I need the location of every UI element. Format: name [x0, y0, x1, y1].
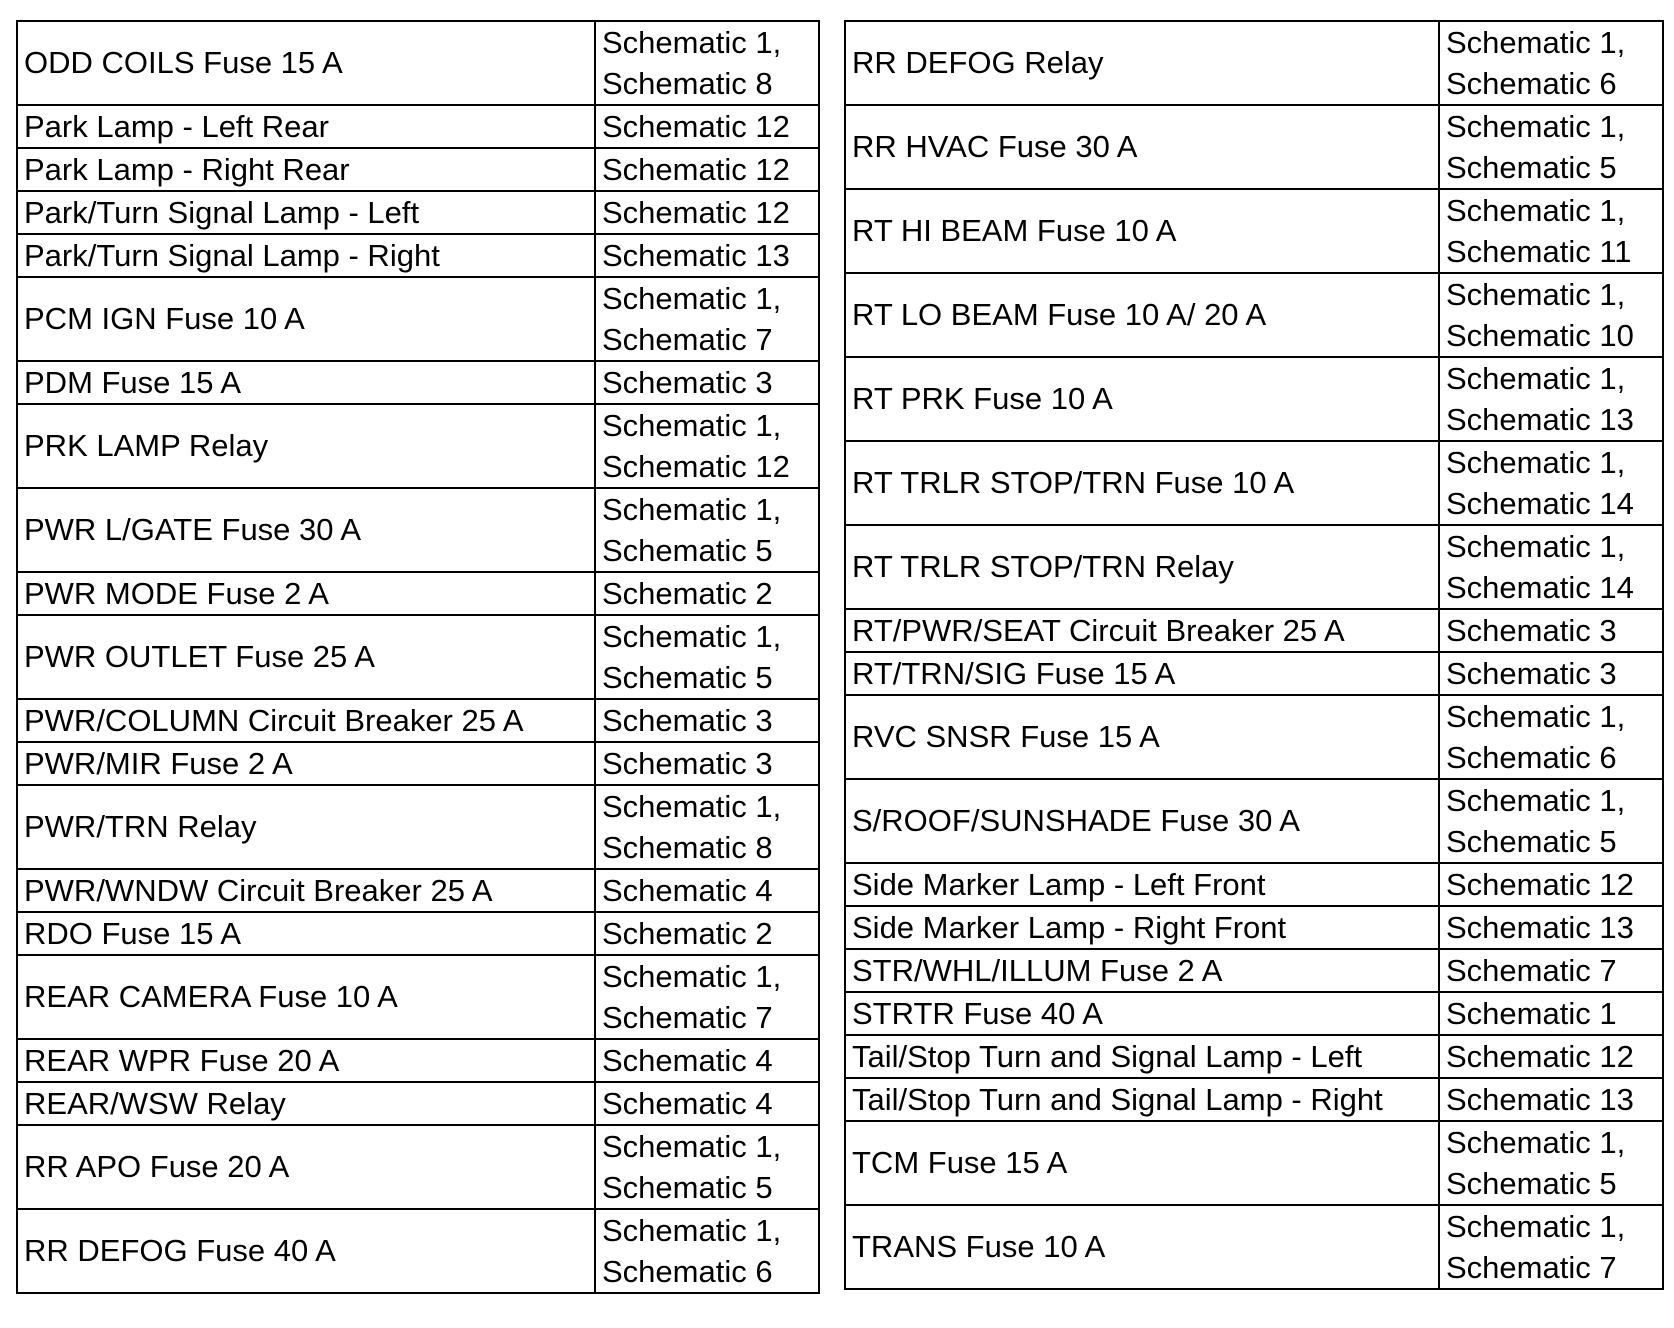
component-name-cell: PWR/WNDW Circuit Breaker 25 A: [17, 869, 595, 912]
component-table-left: [16, 20, 820, 1294]
component-name-cell: RR DEFOG Relay: [845, 21, 1439, 105]
table-row: [845, 906, 1663, 949]
schematic-ref-text: Schematic 12: [602, 449, 790, 484]
schematic-ref-text: Schematic 1,: [1446, 109, 1626, 144]
schematic-ref-cell: [595, 105, 819, 148]
component-name-cell: ODD COILS Fuse 15 A: [17, 21, 595, 105]
table-row: [845, 273, 1663, 357]
component-name-cell: RT TRLR STOP/TRN Fuse 10 A: [845, 441, 1439, 525]
schematic-ref-text: Schematic 1,: [602, 1213, 782, 1248]
schematic-ref-text: Schematic 10: [1446, 318, 1634, 353]
table-row: [845, 525, 1663, 609]
schematic-ref-text: Schematic 3: [1446, 656, 1617, 691]
table-row: [845, 357, 1663, 441]
table-body-right: [845, 21, 1663, 1289]
table-row: [845, 1078, 1663, 1121]
component-name-cell: RT/TRN/SIG Fuse 15 A: [845, 652, 1439, 695]
schematic-ref-text: Schematic 3: [602, 365, 773, 400]
schematic-ref-text: Schematic 6: [1446, 66, 1617, 101]
component-name-cell: STRTR Fuse 40 A: [845, 992, 1439, 1035]
table-body-left: [17, 21, 819, 1293]
schematic-ref-text: Schematic 12: [1446, 1039, 1634, 1074]
schematic-ref-cell: [1439, 1035, 1663, 1078]
schematic-ref-cell: [595, 615, 819, 699]
table-row: [845, 992, 1663, 1035]
schematic-ref-text: Schematic 13: [1446, 910, 1634, 945]
table-row: [845, 863, 1663, 906]
schematic-ref-text: Schematic 3: [1446, 613, 1617, 648]
component-name-cell: PDM Fuse 15 A: [17, 361, 595, 404]
component-name-cell: STR/WHL/ILLUM Fuse 2 A: [845, 949, 1439, 992]
component-name-cell: PWR MODE Fuse 2 A: [17, 572, 595, 615]
schematic-ref-text: Schematic 5: [1446, 824, 1617, 859]
schematic-ref-text: Schematic 2: [602, 576, 773, 611]
component-name-cell: Tail/Stop Turn and Signal Lamp - Left: [845, 1035, 1439, 1078]
component-name-cell: RT TRLR STOP/TRN Relay: [845, 525, 1439, 609]
schematic-ref-text: Schematic 2: [602, 916, 773, 951]
schematic-ref-text: Schematic 1,: [602, 959, 782, 994]
component-name-cell: REAR CAMERA Fuse 10 A: [17, 955, 595, 1039]
schematic-ref-cell: [595, 404, 819, 488]
schematic-ref-cell: [595, 1209, 819, 1293]
table-row: [845, 21, 1663, 105]
schematic-ref-text: Schematic 1,: [1446, 361, 1626, 396]
component-name-cell: RR HVAC Fuse 30 A: [845, 105, 1439, 189]
schematic-ref-text: Schematic 5: [1446, 1166, 1617, 1201]
component-name-cell: Park Lamp - Left Rear: [17, 105, 595, 148]
table-row: [17, 148, 819, 191]
schematic-ref-text: Schematic 14: [1446, 486, 1634, 521]
table-row: [17, 361, 819, 404]
schematic-ref-cell: [1439, 357, 1663, 441]
component-name-cell: TRANS Fuse 10 A: [845, 1205, 1439, 1289]
schematic-ref-text: Schematic 7: [1446, 1250, 1617, 1285]
component-name-cell: Side Marker Lamp - Right Front: [845, 906, 1439, 949]
table-row: [17, 869, 819, 912]
table-row: [17, 1125, 819, 1209]
component-name-cell: Park Lamp - Right Rear: [17, 148, 595, 191]
schematic-ref-cell: [595, 234, 819, 277]
schematic-ref-text: Schematic 1,: [602, 1129, 782, 1164]
schematic-ref-text: Schematic 1: [1446, 996, 1617, 1031]
schematic-ref-text: Schematic 1,: [1446, 25, 1626, 60]
table-row: [17, 488, 819, 572]
schematic-ref-cell: [1439, 652, 1663, 695]
component-name-cell: PCM IGN Fuse 10 A: [17, 277, 595, 361]
table-row: [17, 785, 819, 869]
schematic-ref-text: Schematic 6: [1446, 740, 1617, 775]
component-name-cell: PWR/TRN Relay: [17, 785, 595, 869]
component-name-cell: PWR L/GATE Fuse 30 A: [17, 488, 595, 572]
schematic-ref-cell: [595, 148, 819, 191]
table-row: [845, 652, 1663, 695]
table-row: [17, 404, 819, 488]
schematic-ref-cell: [595, 361, 819, 404]
schematic-ref-text: Schematic 1,: [1446, 699, 1626, 734]
component-name-cell: RR APO Fuse 20 A: [17, 1125, 595, 1209]
schematic-ref-text: Schematic 14: [1446, 570, 1634, 605]
table-row: [17, 742, 819, 785]
schematic-ref-cell: [1439, 992, 1663, 1035]
table-row: [17, 1209, 819, 1293]
schematic-ref-cell: [595, 21, 819, 105]
schematic-ref-cell: [595, 699, 819, 742]
schematic-ref-cell: [595, 572, 819, 615]
schematic-ref-cell: [595, 912, 819, 955]
schematic-ref-text: Schematic 3: [602, 703, 773, 738]
schematic-ref-cell: [595, 1125, 819, 1209]
schematic-ref-text: Schematic 13: [1446, 402, 1634, 437]
schematic-ref-text: Schematic 1,: [1446, 1209, 1626, 1244]
component-name-cell: RR DEFOG Fuse 40 A: [17, 1209, 595, 1293]
table-row: [845, 1121, 1663, 1205]
schematic-ref-cell: [595, 955, 819, 1039]
schematic-ref-text: Schematic 7: [602, 1000, 773, 1035]
schematic-ref-cell: [1439, 906, 1663, 949]
table-row: [17, 277, 819, 361]
schematic-ref-cell: [595, 742, 819, 785]
schematic-ref-text: Schematic 13: [1446, 1082, 1634, 1117]
schematic-ref-cell: [1439, 21, 1663, 105]
component-name-cell: TCM Fuse 15 A: [845, 1121, 1439, 1205]
schematic-ref-text: Schematic 13: [602, 238, 790, 273]
schematic-ref-text: Schematic 3: [602, 746, 773, 781]
schematic-ref-text: Schematic 1,: [1446, 529, 1626, 564]
schematic-ref-text: Schematic 11: [1446, 234, 1632, 269]
schematic-ref-text: Schematic 4: [602, 873, 773, 908]
schematic-ref-text: Schematic 1,: [1446, 193, 1626, 228]
schematic-ref-text: Schematic 1,: [602, 408, 782, 443]
schematic-ref-cell: [1439, 1078, 1663, 1121]
schematic-ref-text: Schematic 5: [1446, 150, 1617, 185]
schematic-ref-text: Schematic 1,: [602, 789, 782, 824]
table-row: [845, 1035, 1663, 1078]
schematic-ref-text: Schematic 12: [602, 195, 790, 230]
schematic-ref-cell: [595, 1082, 819, 1125]
component-name-cell: Park/Turn Signal Lamp - Right: [17, 234, 595, 277]
schematic-ref-cell: [595, 785, 819, 869]
table-row: [845, 105, 1663, 189]
table-row: [845, 695, 1663, 779]
schematic-ref-text: Schematic 6: [602, 1254, 773, 1289]
schematic-ref-text: Schematic 8: [602, 66, 773, 101]
table-row: [17, 572, 819, 615]
table-row: [17, 955, 819, 1039]
component-name-cell: S/ROOF/SUNSHADE Fuse 30 A: [845, 779, 1439, 863]
schematic-ref-text: Schematic 8: [602, 830, 773, 865]
component-name-cell: Park/Turn Signal Lamp - Left: [17, 191, 595, 234]
table-row: [845, 609, 1663, 652]
schematic-ref-cell: [1439, 105, 1663, 189]
schematic-ref-text: Schematic 7: [1446, 953, 1617, 988]
component-name-cell: RVC SNSR Fuse 15 A: [845, 695, 1439, 779]
component-name-cell: PWR OUTLET Fuse 25 A: [17, 615, 595, 699]
component-name-cell: RT HI BEAM Fuse 10 A: [845, 189, 1439, 273]
schematic-ref-cell: [1439, 1205, 1663, 1289]
component-name-cell: Tail/Stop Turn and Signal Lamp - Right: [845, 1078, 1439, 1121]
schematic-ref-text: Schematic 5: [602, 660, 773, 695]
component-name-cell: RDO Fuse 15 A: [17, 912, 595, 955]
schematic-ref-text: Schematic 12: [1446, 867, 1634, 902]
component-name-cell: PRK LAMP Relay: [17, 404, 595, 488]
schematic-ref-cell: [595, 488, 819, 572]
table-row: [845, 949, 1663, 992]
component-name-cell: RT/PWR/SEAT Circuit Breaker 25 A: [845, 609, 1439, 652]
schematic-ref-cell: [1439, 609, 1663, 652]
schematic-ref-cell: [1439, 525, 1663, 609]
schematic-ref-text: Schematic 1,: [1446, 445, 1626, 480]
schematic-ref-cell: [1439, 779, 1663, 863]
table-row: [845, 189, 1663, 273]
schematic-ref-text: Schematic 4: [602, 1043, 773, 1078]
component-table-right: [844, 20, 1664, 1290]
table-row: [17, 191, 819, 234]
schematic-ref-cell: [1439, 1121, 1663, 1205]
schematic-ref-text: Schematic 5: [602, 1170, 773, 1205]
schematic-ref-text: Schematic 1,: [602, 492, 782, 527]
schematic-ref-text: Schematic 12: [602, 109, 790, 144]
component-name-cell: RT LO BEAM Fuse 10 A/ 20 A: [845, 273, 1439, 357]
schematic-ref-text: Schematic 5: [602, 533, 773, 568]
table-row: [17, 21, 819, 105]
table-row: [17, 912, 819, 955]
table-row: [17, 1039, 819, 1082]
table-row: [17, 699, 819, 742]
schematic-ref-text: Schematic 7: [602, 322, 773, 357]
schematic-ref-text: Schematic 1,: [1446, 1125, 1626, 1160]
table-row: [845, 1205, 1663, 1289]
table-row: [17, 615, 819, 699]
table-row: [17, 105, 819, 148]
schematic-ref-cell: [1439, 441, 1663, 525]
schematic-ref-cell: [1439, 863, 1663, 906]
schematic-ref-cell: [595, 869, 819, 912]
table-row: [845, 779, 1663, 863]
schematic-ref-text: Schematic 4: [602, 1086, 773, 1121]
schematic-ref-text: Schematic 1,: [1446, 783, 1626, 818]
schematic-ref-cell: [1439, 189, 1663, 273]
table-row: [845, 441, 1663, 525]
schematic-ref-cell: [595, 191, 819, 234]
schematic-ref-text: Schematic 1,: [602, 25, 782, 60]
schematic-ref-text: Schematic 1,: [602, 619, 782, 654]
schematic-ref-cell: [1439, 273, 1663, 357]
schematic-ref-cell: [1439, 695, 1663, 779]
schematic-ref-cell: [1439, 949, 1663, 992]
table-row: [17, 1082, 819, 1125]
schematic-ref-text: Schematic 1,: [1446, 277, 1626, 312]
table-row: [17, 234, 819, 277]
schematic-ref-text: Schematic 12: [602, 152, 790, 187]
schematic-ref-cell: [595, 1039, 819, 1082]
schematic-ref-text: Schematic 1,: [602, 281, 782, 316]
schematic-ref-cell: [595, 277, 819, 361]
component-name-cell: REAR/WSW Relay: [17, 1082, 595, 1125]
component-name-cell: PWR/MIR Fuse 2 A: [17, 742, 595, 785]
component-name-cell: Side Marker Lamp - Left Front: [845, 863, 1439, 906]
component-name-cell: PWR/COLUMN Circuit Breaker 25 A: [17, 699, 595, 742]
component-name-cell: RT PRK Fuse 10 A: [845, 357, 1439, 441]
component-name-cell: REAR WPR Fuse 20 A: [17, 1039, 595, 1082]
